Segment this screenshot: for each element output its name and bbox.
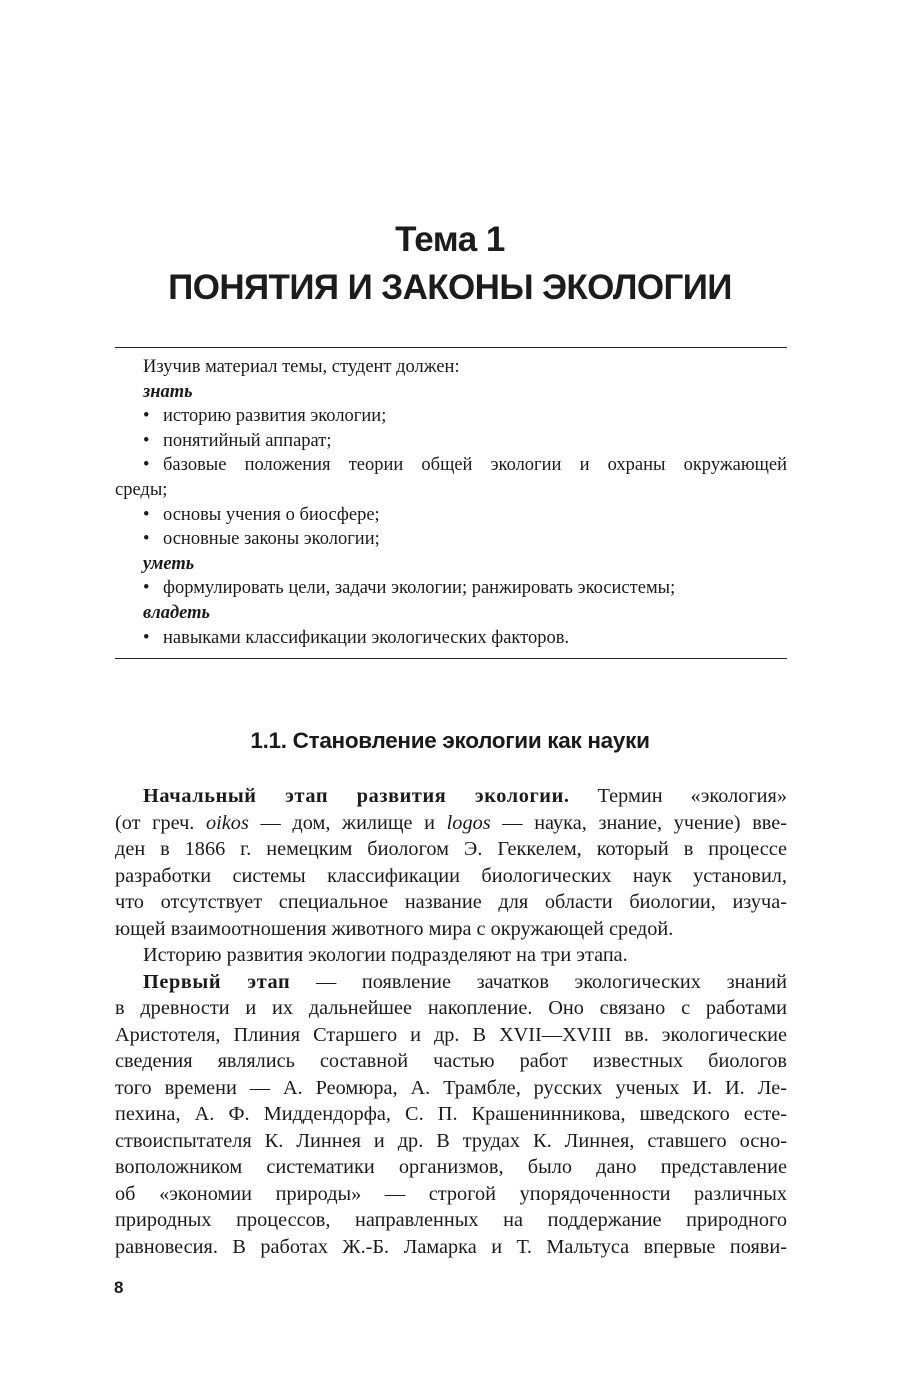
- bullet-icon: •: [143, 430, 150, 451]
- paragraph-line: сведения являлись составной частью работ известных биологов: [115, 1050, 787, 1072]
- greek-term: oikos: [206, 811, 249, 834]
- know-item-text: основы учения о биосфере;: [163, 504, 380, 525]
- know-item: [115, 453, 787, 478]
- bullet-icon: •: [143, 455, 150, 476]
- paragraph-line: [115, 810, 787, 837]
- know-label: знать: [143, 381, 193, 402]
- paragraph-line: ющей взаимоотношения животного мира с окружающей средой.: [115, 917, 674, 940]
- body-text: [115, 783, 787, 1260]
- bullet-icon: •: [143, 578, 150, 599]
- bullet-icon: •: [143, 406, 150, 427]
- know-item-text: понятийный аппарат;: [163, 430, 332, 451]
- chapter-number: Тема 1: [395, 220, 505, 259]
- know-item-text: историю развития экологии;: [163, 406, 387, 427]
- paragraph-text: — появление зачатков экологических знаний: [290, 970, 787, 993]
- own-label: владеть: [143, 602, 210, 623]
- know-item: [115, 404, 787, 429]
- paragraph-text: — дом, жилище и: [248, 811, 447, 834]
- paragraph-text: (от греч.: [115, 811, 207, 834]
- know-item-continuation: среды;: [115, 479, 168, 500]
- paragraph-line: ствоиспытателя К. Линнея и др. В трудах К. Линнея, ставшего осно-: [115, 1129, 787, 1152]
- paragraph-line: пехина, А. Ф. Миддендорфа, С. П. Крашенинникова, шведского есте-: [115, 1103, 787, 1125]
- bullet-icon: •: [143, 504, 150, 525]
- chapter-title: ПОНЯТИЯ И ЗАКОНЫ ЭКОЛОГИИ: [168, 268, 732, 307]
- paragraph-line: [115, 783, 787, 810]
- paragraph-text: Термин «экология»: [569, 785, 787, 807]
- paragraph-text: — наука, знание, учение) вве-: [490, 811, 787, 834]
- own-item: [115, 626, 787, 651]
- bullet-icon: •: [143, 529, 150, 550]
- paragraph-line: в древности и их дальнейшее накопление. Оно связано с работами: [115, 997, 787, 1019]
- know-item: [115, 429, 787, 454]
- paragraph-lead-term: Первый этап: [143, 970, 291, 993]
- page-number: 8: [114, 1278, 124, 1297]
- own-item-text: навыками классификации экологических факторов.: [163, 627, 570, 648]
- paragraph-lead-term: Начальный этап развития экологии.: [143, 785, 570, 807]
- know-item: [115, 503, 787, 528]
- can-item-text: формулировать цели, задачи экологии; ранжировать экосистемы;: [163, 578, 676, 599]
- paragraph-line: равновесия. В работах Ж.-Б. Ламарка и Т. Мальтуса впервые появи-: [115, 1235, 787, 1258]
- paragraph-line: об «экономии природы» — строгой упорядоченности различных: [115, 1182, 787, 1205]
- paragraph-line: того времени — А. Реомюра, А. Трамбле, русских ученых И. И. Ле-: [115, 1076, 787, 1099]
- objectives-intro: Изучив материал темы, студент должен:: [143, 357, 460, 377]
- can-label: уметь: [143, 553, 195, 574]
- paragraph-line: воположником систематики организмов, было дано представление: [115, 1156, 787, 1178]
- know-item-text: базовые положения теории общей экологии и охраны окружающей: [163, 455, 787, 476]
- paragraph-line: что отсутствует специальное название для области биологии, изуча-: [115, 891, 787, 913]
- greek-term: logos: [446, 811, 491, 834]
- paragraph-line: разработки системы классификации биологических наук установил,: [115, 864, 787, 887]
- paragraph-line: Аристотеля, Плиния Старшего и др. В XVII—XVIII вв. экологические: [115, 1023, 787, 1046]
- can-item: [115, 576, 787, 601]
- learning-objectives-box: [115, 347, 787, 659]
- know-item-text: основные законы экологии;: [163, 529, 380, 550]
- section-title: 1.1. Становление экологии как науки: [250, 728, 650, 753]
- paragraph-line: [115, 969, 787, 996]
- paragraph-line: природных процессов, направленных на поддержание природного: [115, 1209, 787, 1231]
- paragraph-line: ден в 1866 г. немецким биологом Э. Геккелем, который в процессе: [115, 838, 787, 860]
- paragraph-line: Историю развития экологии подразделяют на три этапа.: [143, 944, 628, 966]
- bullet-icon: •: [143, 627, 150, 648]
- know-item: [115, 527, 787, 552]
